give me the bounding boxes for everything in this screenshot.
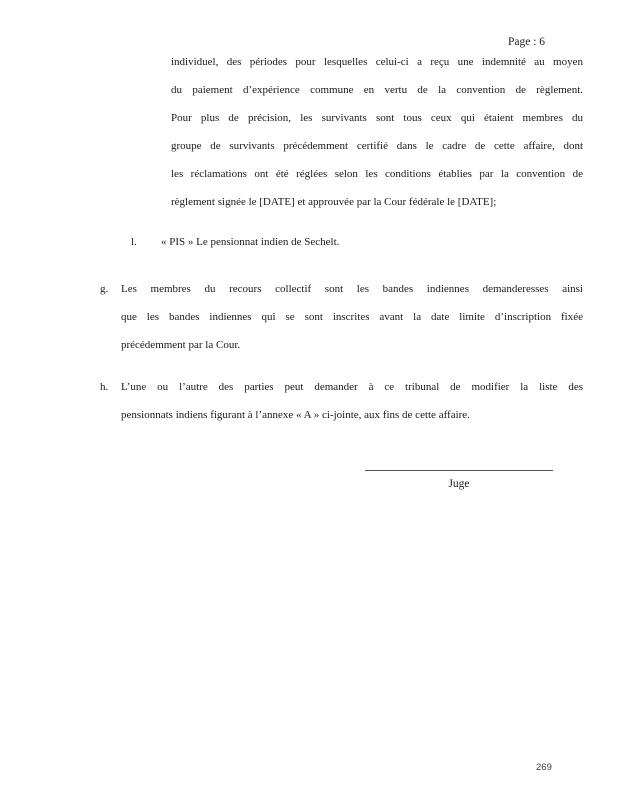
list-item-l-text: « PIS » Le pensionnat indien de Sechelt. (161, 236, 340, 248)
paragraph-line: individuel, des périodes pour lesquelles celui-ci a reçu une indemnité au moyen (171, 56, 583, 68)
list-marker-h: h. (100, 381, 109, 393)
list-item-h-text (121, 373, 583, 429)
list-item-line: Les membres du recours collectif sont les bandes indiennes demanderesses ainsi (121, 283, 583, 295)
list-item-line: précédemment par la Cour. (121, 339, 241, 351)
footer-page-number: 269 (536, 762, 552, 773)
paragraph-line: groupe de survivants précédemment certifié dans le cadre de cette affaire, dont (171, 140, 583, 152)
paragraph-line: règlement signée le [DATE] et approuvée par la Cour fédérale le [DATE]; (171, 196, 497, 208)
intro-paragraph (171, 48, 583, 216)
paragraph-line: du paiement d’expérience commune en vertu de la convention de règlement. (171, 84, 583, 96)
list-item-g-text (121, 275, 583, 359)
judge-label: Juge (448, 478, 470, 490)
list-item-g (100, 275, 583, 359)
list-marker-g: g. (100, 283, 109, 295)
list-item-line: L’une ou l’autre des parties peut demander à ce tribunal de modifier la liste des (121, 381, 583, 393)
list-item-h (100, 373, 583, 429)
list-item-line: pensionnats indiens figurant à l’annexe « A » ci-jointe, aux fins de cette affaire. (121, 409, 470, 421)
paragraph-line: les réclamations ont été réglées selon les conditions établies par la convention de (171, 168, 583, 180)
paragraph-line: Pour plus de précision, les survivants sont tous ceux qui étaient membres du (171, 112, 583, 124)
list-marker-l: l. (131, 236, 137, 248)
list-item-line: que les bandes indiennes qui se sont inscrites avant la date limite d’inscription fixée (121, 311, 583, 323)
page-header-label: Page : 6 (508, 36, 546, 48)
signature-block (365, 470, 553, 497)
list-item-l (131, 228, 583, 256)
